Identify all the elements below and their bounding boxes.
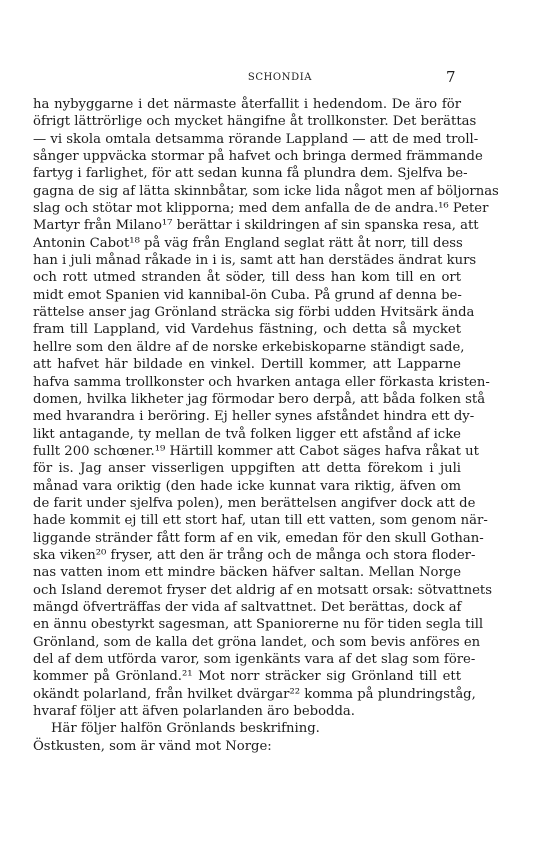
text-line: nas vatten inom ett mindre bäcken häfver saltan. Mellan Norge [33, 565, 461, 581]
text-line: för is. Jag anser visserligen uppgiften att detta förekom i juli [33, 461, 461, 477]
text-line: månad vara oriktig (den hade icke kunnat vara riktig, äfven om [33, 478, 461, 494]
text-line: rättelse anser jag Grönland sträcka sig förbi udden Hvitsärk ända [33, 305, 475, 321]
text-line: hade kommit ej till ett stort haf, utan till ett vatten, som genom när- [33, 513, 488, 529]
text-line: gagna de sig af lätta skinnbåtar, som icke lida något men af böljornas [33, 183, 499, 199]
text-line: midt emot Spanien vid kannibal-ön Cuba. På grund af denna be- [33, 287, 462, 303]
text-line: domen, hvilka likheter jag förmodar bero derpå, att båda folken stå [33, 391, 486, 407]
text-line: och rott utmed stranden åt söder, till dess han kom till en ort [33, 270, 461, 286]
text-line: med hvarandra i beröring. Ej heller synes afståndet hindra ett dy- [33, 409, 475, 425]
text-line: fram till Lappland, vid Vardehus fästning, och detta så mycket [33, 322, 461, 338]
text-line: en ännu obestyrkt sagesman, att Spaniorerne nu för tiden segla till [33, 617, 484, 633]
section-heading-line: Här följer halfön Grönlands beskrifning. [51, 721, 320, 737]
text-line: — vi skola omtala detsamma rörande Lappland — att de med troll- [33, 131, 479, 147]
text-line: att hafvet här bildade en vinkel. Dertill kommer, att Lapparne [33, 357, 461, 373]
text-line: och Island deremot fryser det aldrig af en motsatt orsak: sötvattnets [33, 582, 492, 598]
text-line: Antonin Cabot¹⁸ på väg från England seglat rätt åt norr, till dess [33, 235, 463, 251]
text-line: fartyg i farlighet, för att sedan kunna få plundra dem. Sjelfva be- [33, 166, 468, 182]
text-line: Martyr från Milano¹⁷ berättar i skildringen af sin spanska resa, att [33, 218, 479, 234]
text-line: Grönland, som de kalla det gröna landet, och som bevis anföres en [33, 634, 481, 650]
text-line: han i juli månad råkade in i is, samt att han derstädes ändrat kurs [33, 253, 477, 269]
text-line: hafva samma trollkonster och hvarken antaga eller förkasta kristen- [33, 374, 490, 390]
paragraph-end-line: hvaraf följer att äfven polarlanden äro bebodda. [33, 704, 355, 720]
text-line: ska viken²⁰ fryser, att den är trång och de många och stora floder- [33, 547, 476, 563]
text-line: slag och stötar mot klipporna; med dem anfalla de de andra.¹⁶ Peter [33, 201, 489, 217]
text-line: ha nybyggarne i det närmaste återfallit i hedendom. De äro för [33, 97, 461, 112]
text-line: sånger uppväcka stormar på hafvet och bringa dermed främmande [33, 149, 483, 165]
text-line: de farit under sjelfva polen), men berättelsen angifver dock att de [33, 495, 476, 511]
page-number: 7 [446, 68, 456, 86]
text-line: fullt 200 schœner.¹⁹ Härtill kommer att Cabot säges hafva råkat ut [33, 443, 479, 459]
text-line: hellre som den äldre af de norske erkebiskoparne ständigt sade, [33, 339, 465, 355]
text-line: likt antagande, ty mellan de två folken ligger ett afstånd af icke [33, 426, 461, 442]
subsection-line: Östkusten, som är vänd mot Norge: [33, 738, 272, 754]
page-header [0, 70, 560, 86]
text-line: del af dem utförda varor, som igenkänts vara af det slag som före- [33, 652, 476, 667]
text-line: okändt polarland, från hvilket dvärgar²² komma på plundringståg, [33, 686, 476, 702]
text-line: kommer på Grönland.²¹ Mot norr sträcker sig Grönland till ett [33, 669, 461, 685]
text-line: mängd öfverträffas der vida af saltvattnet. Det berättas, dock af [33, 599, 462, 615]
body-text [33, 96, 499, 755]
text-line: öfrigt lättrörlige och mycket hängifne åt trollkonster. Det berättas [33, 114, 477, 130]
running-head: SCHONDIA [247, 72, 313, 83]
text-line: liggande stränder fått form af en vik, emedan för den skull Gothan- [33, 530, 484, 546]
